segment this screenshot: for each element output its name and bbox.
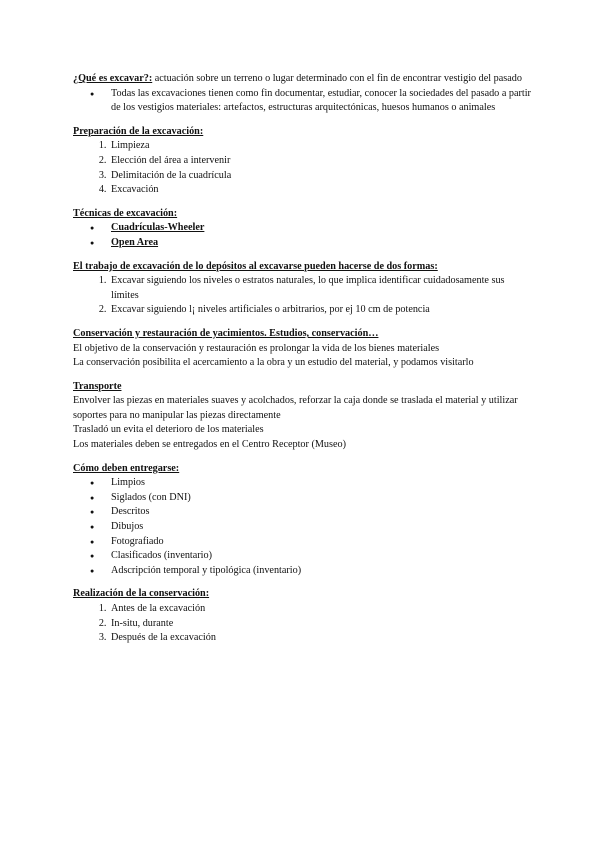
body-line: La conservación posibilita el acercamiento a la obra y un estudio del material, y podamos visitarlo: [73, 357, 474, 369]
list-item: 1. Limpieza: [109, 139, 533, 154]
section-heading: Transporte: [73, 380, 122, 392]
body-line: Trasladó un evita el deterioro de los materiales: [73, 424, 264, 436]
section-trabajo: [73, 260, 533, 318]
list-item: ● Clasificados (inventario): [109, 549, 533, 564]
section-heading: Cómo deben entregarse:: [73, 462, 180, 474]
numbered-list: [73, 274, 533, 318]
body-line: El objetivo de la conservación y restauración es prolongar la vida de los bienes materiales: [73, 342, 440, 354]
section-heading: ¿Qué es excavar?:: [73, 73, 153, 84]
list-item: ● Fotografiado: [109, 535, 533, 550]
body-line: Los materiales deben se entregados en el Centro Receptor (Museo): [73, 439, 346, 451]
section-entrega: [73, 462, 533, 579]
list-item: 3. Después de la excavación: [109, 631, 533, 646]
section-heading: El trabajo de excavación de lo depósitos al excavarse pueden hacerse de dos formas:: [73, 260, 438, 272]
section-que-es-excavar: [73, 72, 533, 116]
list-item: 2. Excavar siguiendo l¡ niveles artificiales o arbitrarios, por ej 10 cm de potencia: [109, 303, 533, 318]
bullet-list: [73, 221, 533, 250]
section-heading: Realización de la conservación:: [73, 588, 210, 600]
bullet-list: [73, 476, 533, 578]
list-item: 3. Delimitación de la cuadrícula: [109, 169, 533, 184]
document-body: [73, 72, 533, 655]
definition-text: actuación sobre un terreno o lugar determinado con el fin de encontrar vestigio del pasado: [152, 73, 522, 84]
list-item: 1. Excavar siguiendo los niveles o estratos naturales, lo que implica identificar cuidadosamente sus límites: [109, 274, 533, 303]
body-line: Envolver las piezas en materiales suaves y acolchados, reforzar la caja donde se traslada el material y utilizar soportes para no manipular las piezas directamente: [73, 395, 518, 421]
section-tecnicas: [73, 207, 533, 251]
list-item: [109, 236, 533, 251]
numbered-list: [73, 139, 533, 197]
definition-paragraph: [73, 72, 533, 87]
section-heading: Preparación de la excavación:: [73, 125, 204, 137]
section-preparacion: [73, 125, 533, 198]
list-item: 2. Elección del área a intervenir: [109, 154, 533, 169]
numbered-list: [73, 602, 533, 646]
list-item: 2. In-situ, durante: [109, 617, 533, 632]
section-heading: Técnicas de excavación:: [73, 207, 178, 219]
list-item-text: Open Area: [111, 236, 159, 248]
section-conservacion: [73, 327, 533, 371]
list-item: 4. Excavación: [109, 183, 533, 198]
list-item: ● Dibujos: [109, 520, 533, 535]
bullet-list: [73, 87, 533, 116]
list-item: ● Adscripción temporal y tipológica (inventario): [109, 564, 533, 579]
list-item: ● Siglados (con DNI): [109, 491, 533, 506]
list-item: ● Todas las excavaciones tienen como fin documentar, estudiar, conocer la sociedades del pasado a partir de los vestigios materiales: artefactos, estructuras arquitectónicas, huesos humanos o animales: [109, 87, 533, 116]
list-item-text: Cuadrículas-Wheeler: [111, 222, 205, 234]
section-transporte: [73, 380, 533, 453]
list-item: ● Descritos: [109, 505, 533, 520]
list-item: 1. Antes de la excavación: [109, 602, 533, 617]
section-heading: Conservación y restauración de yacimientos. Estudios, conservación…: [73, 327, 379, 339]
list-item: [109, 221, 533, 236]
section-realizacion: [73, 587, 533, 645]
list-item: ● Limpios: [109, 476, 533, 491]
